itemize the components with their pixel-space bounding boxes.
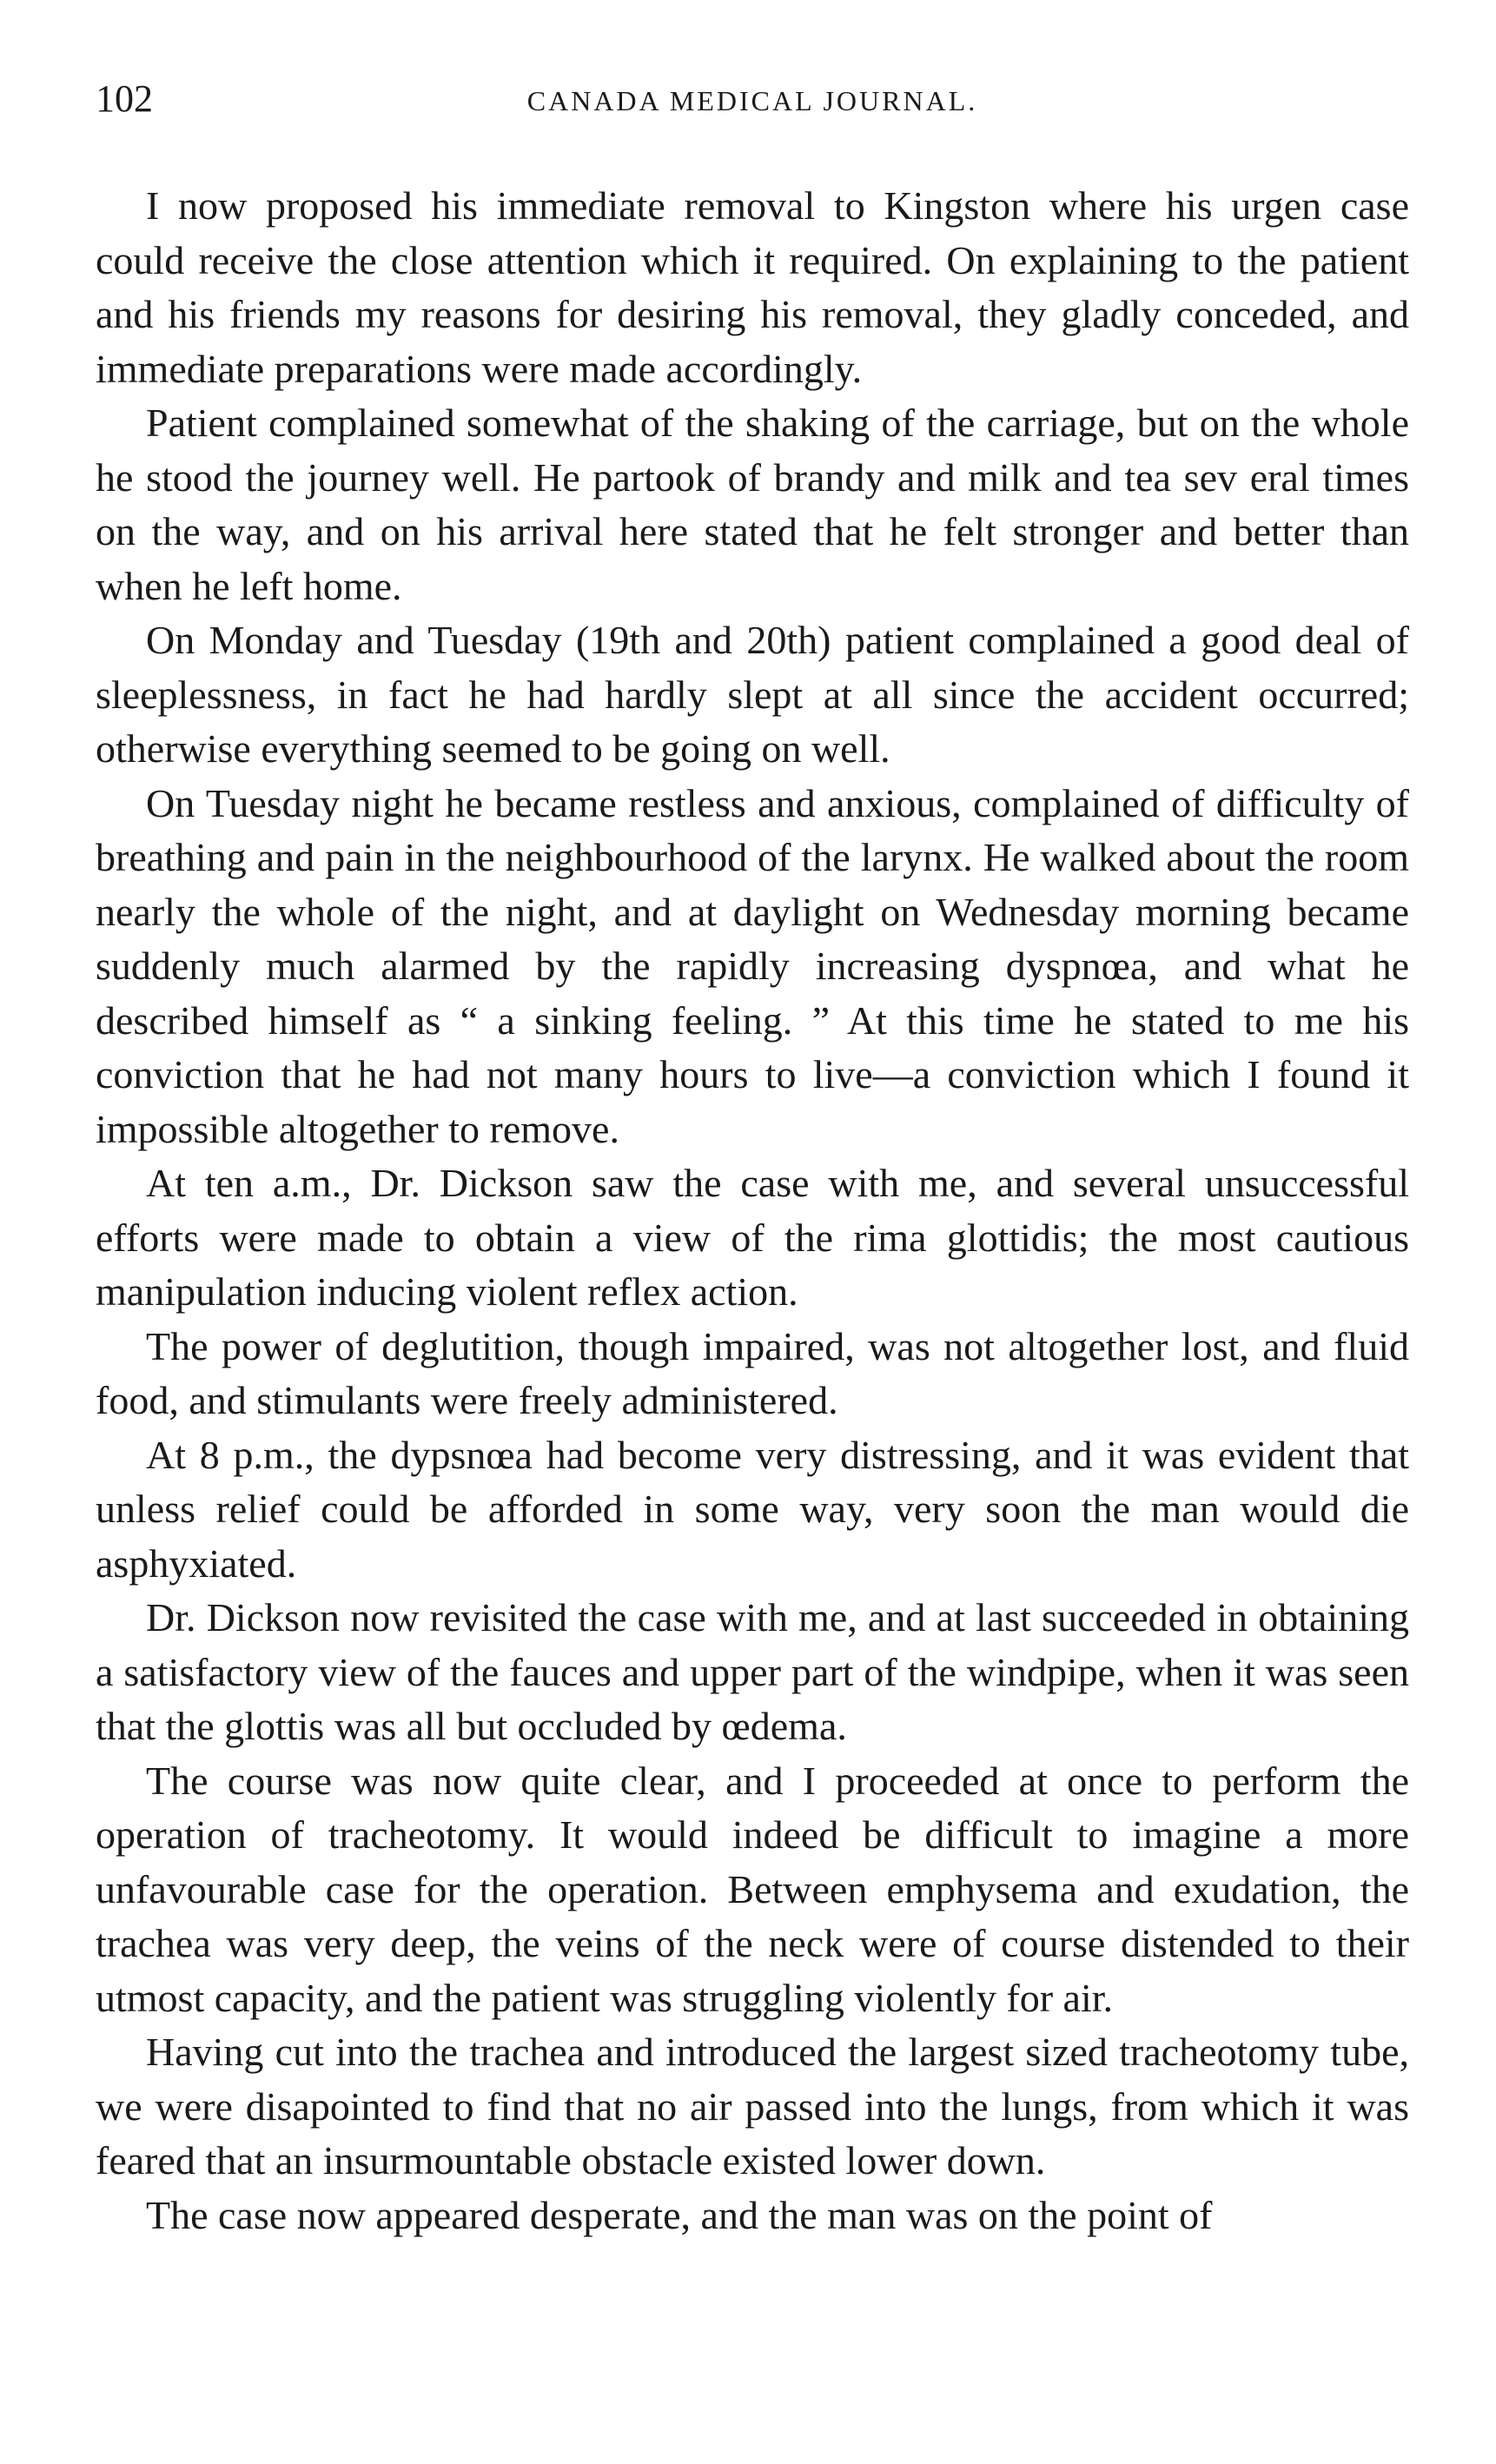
journal-title: CANADA MEDICAL JOURNAL. (526, 85, 978, 116)
paragraph-tuesday-night: On Tuesday night he became restless and anxious, complained of difficulty of breathing and pain in the neighbourhood of the larynx. He walked about the room nearly the whole of the night, and at daylight on Wednesday morning became suddenly much alarmed by the rapidly increasing dyspnœa, and what he described himself as “ a sinking feeling. ” At this time he stated to me his conviction that he had not many hours to live—a conviction which I found it impossible altogether to remove. (96, 780, 1409, 1151)
paragraph-eight-pm: At 8 p.m., the dypsnœa had become very distressing, and it was evident that unless relief could be afforded in some way, very soon the man would die asphyxiated. (96, 1432, 1409, 1586)
running-head (96, 73, 1409, 134)
paragraph-deglutition: The power of deglutition, though impaired, was not altogether lost, and fluid food, and stimulants were freely administered. (96, 1323, 1409, 1422)
paragraph-desperate: The case now appeared desperate, and the man was on the point of (146, 2192, 1213, 2237)
journal-page (96, 73, 1409, 2242)
page-number: 102 (96, 77, 153, 120)
paragraph-removal: I now proposed his immediate removal to Kingston where his urgen case could receive the close attention which it required. On explaining to the patient and his friends my reasons for desiring his removal, they gladly conceded, and immediate preparations were made accordingly. (96, 183, 1409, 391)
paragraph-journey: Patient complained somewhat of the shaking of the carriage, but on the whole he stood the journey well. He partook of brandy and milk and tea sev eral times on the way, and on his arrival here stated that he felt stronger and better than when he left home. (96, 401, 1409, 608)
paragraph-ten-am: At ten a.m., Dr. Dickson saw the case with me, and several unsuccessful efforts were made to obtain a view of the rima glottidis; the most cautious manipulation inducing violent reflex action. (96, 1161, 1409, 1314)
paragraph-tube: Having cut into the trachea and introduced the largest sized tracheotomy tube, we were disapointed to find that no air passed into the lungs, from which it was feared that an insurmountable obstacle existed lower down. (96, 2030, 1409, 2182)
paragraph-sleeplessness: On Monday and Tuesday (19th and 20th) patient complained a good deal of sleeplessness, in fact he had hardly slept at all since the accident occurred; otherwise everything seemed to be going on well. (96, 618, 1409, 771)
paragraph-tracheotomy: The course was now quite clear, and I proceeded at once to perform the operation of tracheotomy. It would indeed be difficult to imagine a more unfavourable case for the operation. Between emphysema and exudation, the trachea was very deep, the veins of the neck were of course distended to their utmost capacity, and the patient was struggling violently for air. (96, 1758, 1409, 2020)
body-text (96, 179, 1409, 2242)
paragraph-revisit: Dr. Dickson now revisited the case with me, and at last succeeded in obtaining a satisfactory view of the fauces and upper part of the windpipe, when it was seen that the glottis was all but occluded by œdema. (96, 1595, 1409, 1748)
